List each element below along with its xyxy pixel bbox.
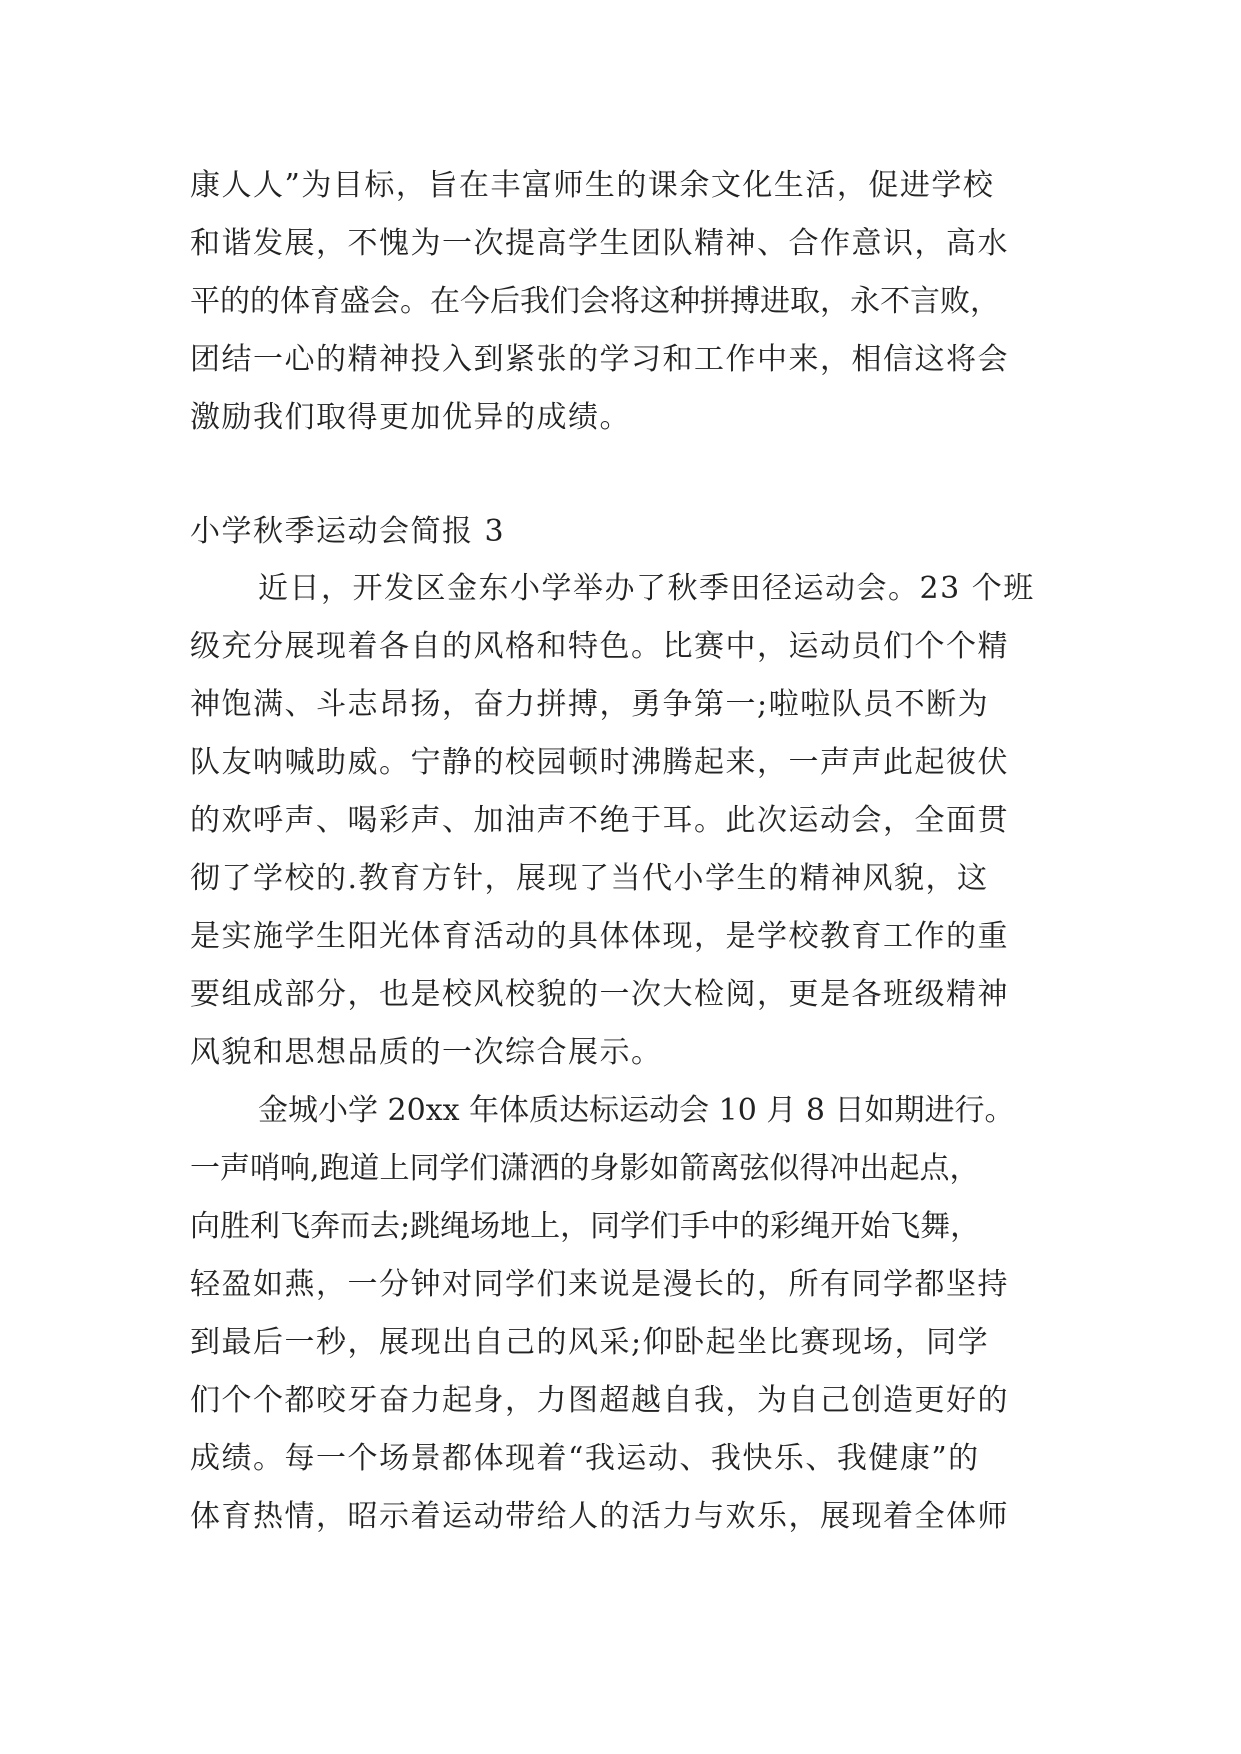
paragraph-2-line-6: 彻了学校的.教育方针，展现了当代小学生的精神风貌，这	[190, 861, 989, 896]
paragraph-2-line-1: 近日，开发区金东小学举办了秋季田径运动会。23 个班	[258, 571, 1035, 606]
paragraph-3-line-2: 一声哨响,跑道上同学们潇洒的身影如箭离弦似得冲出起点，	[190, 1151, 980, 1186]
paragraph-2-line-3: 神饱满、斗志昂扬，奋力拼搏，勇争第一;啦啦队员不断为	[190, 687, 990, 722]
section-heading: 小学秋季运动会简报 3	[190, 514, 506, 549]
paragraph-3-line-3: 向胜利飞奔而去;跳绳场地上，同学们手中的彩绳开始飞舞，	[190, 1209, 981, 1244]
paragraph-1-line-2: 和谐发展，不愧为一次提高学生团队精神、合作意识，高水	[190, 226, 1009, 261]
paragraph-2-line-2: 级充分展现着各自的风格和特色。比赛中，运动员们个个精	[190, 629, 1009, 664]
paragraph-1-line-4: 团结一心的精神投入到紧张的学习和工作中来，相信这将会	[190, 342, 1009, 377]
paragraph-1-line-1: 康人人”为目标，旨在丰富师生的课余文化生活，促进学校	[190, 168, 995, 203]
paragraph-3-line-5: 到最后一秒，展现出自己的风采;仰卧起坐比赛现场，同学	[190, 1325, 990, 1360]
paragraph-2-line-5: 的欢呼声、喝彩声、加油声不绝于耳。此次运动会，全面贯	[190, 803, 1009, 838]
paragraph-2-line-7: 是实施学生阳光体育活动的具体体现，是学校教育工作的重	[190, 919, 1009, 954]
paragraph-1-line-5: 激励我们取得更加优异的成绩。	[190, 400, 631, 435]
paragraph-3-line-1: 金城小学 20xx 年体质达标运动会 10 月 8 日如期进行。	[258, 1093, 1015, 1128]
paragraph-1-line-3: 平的的体育盛会。在今后我们会将这种拼搏进取，永不言败，	[190, 284, 1000, 319]
paragraph-3-line-7: 成绩。每一个场景都体现着“我运动、我快乐、我健康”的	[190, 1441, 980, 1476]
paragraph-2-line-9: 风貌和思想品质的一次综合展示。	[190, 1035, 663, 1070]
paragraph-3-line-6: 们个个都咬牙奋力起身，力图超越自我，为自己创造更好的	[190, 1383, 1009, 1418]
paragraph-3-line-8: 体育热情，昭示着运动带给人的活力与欢乐，展现着全体师	[190, 1499, 1009, 1534]
paragraph-2-line-4: 队友呐喊助威。宁静的校园顿时沸腾起来，一声声此起彼伏	[190, 745, 1009, 780]
paragraph-3-line-4: 轻盈如燕，一分钟对同学们来说是漫长的，所有同学都坚持	[190, 1267, 1009, 1302]
paragraph-2-line-8: 要组成部分，也是校风校貌的一次大检阅，更是各班级精神	[190, 977, 1009, 1012]
